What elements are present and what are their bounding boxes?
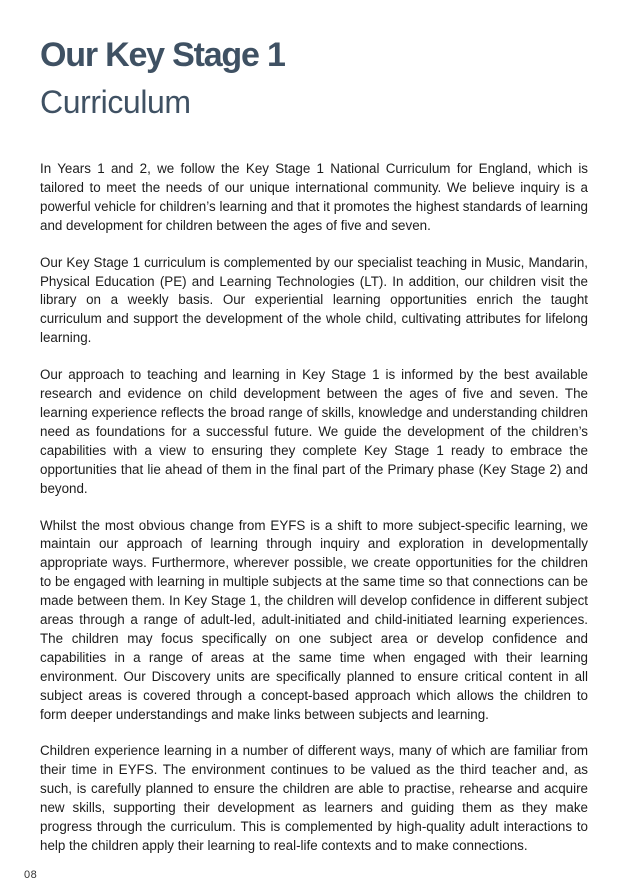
paragraph-3: Our approach to teaching and learning in Key Stage 1 is informed by the best available research and evidence on child development between the ages of five and seven. The learning experience reflects the broad range of skills, knowledge and understanding children need as foundations for a successful future. We guide the development of the children’s capabilities with a view to ensuring they complete Key Stage 1 ready to embrace the opportunities that lie ahead of them in the final part of the Primary phase (Key Stage 2) and beyond.: [40, 367, 588, 496]
paragraph-1: In Years 1 and 2, we follow the Key Stage 1 National Curriculum for England, which is tailored to meet the needs of our unique international community. We believe inquiry is a powerful vehicle for children’s learning and that it promotes the highest standards of learning and development for children between the ages of five and seven.: [40, 161, 588, 233]
paragraph-5: Children experience learning in a number of different ways, many of which are familiar from their time in EYFS. The environment continues to be valued as the third teacher and, as such, is carefully planned to ensure the children are able to practise, rehearse and acquire new skills, supporting their development as learners and guiding them as they make progress through the curriculum. This is complemented by high-quality adult interactions to help the children apply their learning to real-life contexts and to make connections.: [40, 743, 588, 853]
paragraph-4: Whilst the most obvious change from EYFS is a shift to more subject-specific learning, we maintain our approach of learning through inquiry and exploration in developmentally appropriate ways. Furthermore, wherever possible, we create opportunities for the children to be engaged with learning in multiple subjects at the same time so that connections can be made between them. In Key Stage 1, the children will develop confidence in different subject areas through a range of adult-led, adult-initiated and child-initiated learning experiences. The children may focus specifically on one subject area or develop confidence and capabilities in a range of areas at the same time when engaged with their learning environment. Our Discovery units are specifically planned to ensure critical content in all subject areas is covered through a concept-based approach which allows the children to form deeper understandings and make links between subjects and learning.: [40, 517, 588, 722]
page-title: Our Key Stage 1: [40, 36, 285, 74]
paragraph-2: Our Key Stage 1 curriculum is complemented by our specialist teaching in Music, Mandarin, Physical Education (PE) and Learning Technologies (LT). In addition, our children visit the library on a weekly basis. Our experiential learning opportunities enrich the taught curriculum and support the development of the whole child, cultivating attributes for lifelong learning.: [40, 254, 588, 346]
page-number: 08: [24, 869, 38, 881]
page-subtitle: Curriculum: [40, 84, 191, 120]
body-text: [40, 160, 588, 874]
